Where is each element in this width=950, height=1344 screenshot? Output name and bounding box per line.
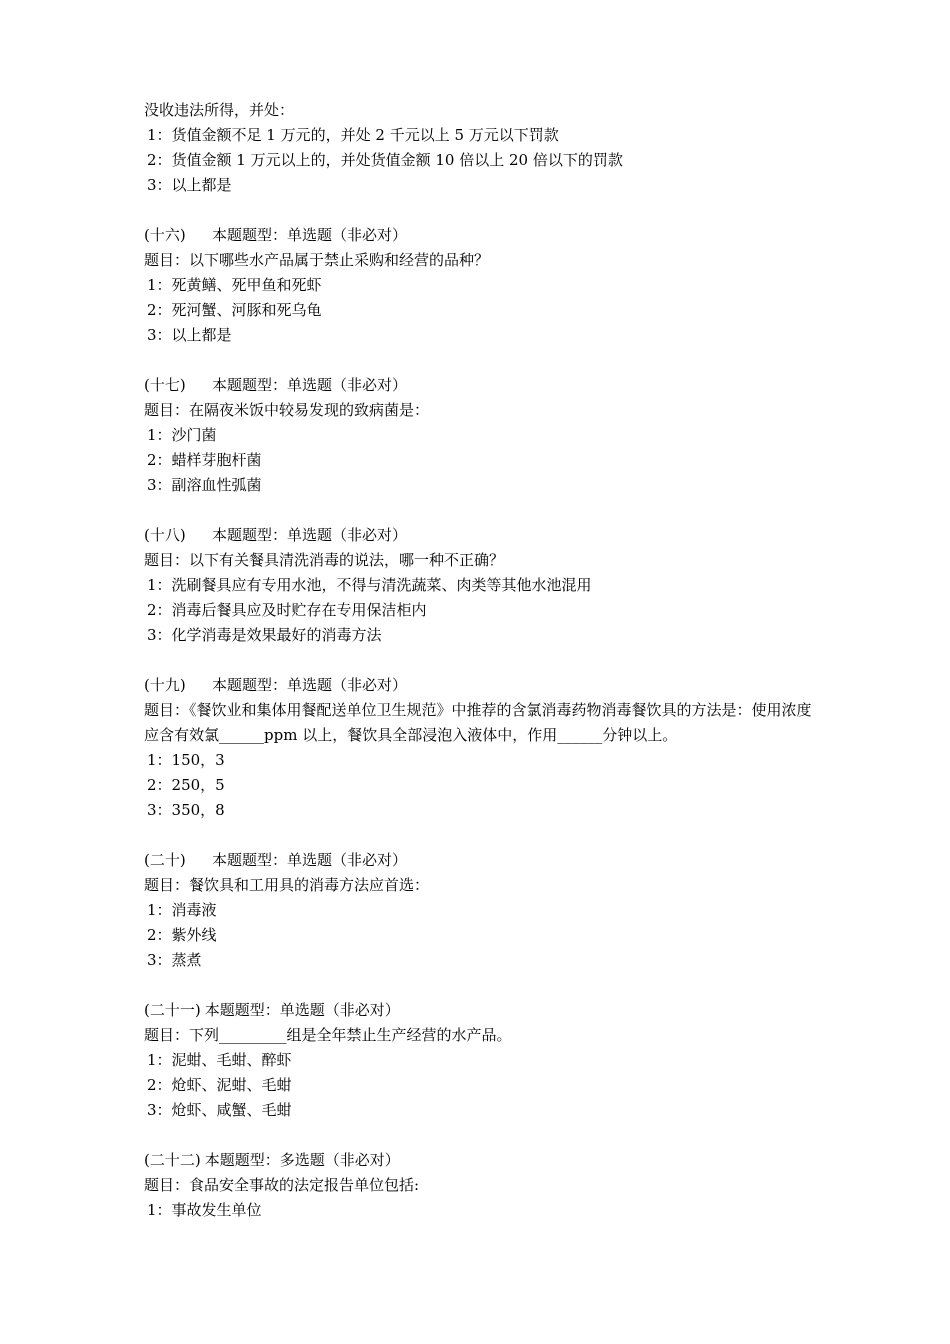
answer-option: 2：紫外线: [147, 926, 217, 944]
question-number: (十六): [144, 226, 186, 244]
question-text: 题目：以下哪些水产品属于禁止采购和经营的品种？: [144, 251, 490, 269]
answer-option: 1：沙门菌: [147, 426, 217, 444]
answer-option: 1：泥蚶、毛蚶、醉虾: [147, 1051, 292, 1069]
answer-option: 3：以上都是: [147, 176, 232, 194]
question-type: 本题题型：单选题（非必对）: [212, 526, 408, 544]
question-number: (二十二): [144, 1151, 201, 1169]
question-block: [144, 998, 820, 1123]
answer-option: 3：350，8: [147, 801, 225, 819]
question-block: [144, 523, 820, 648]
question-block: [144, 673, 820, 823]
answer-option: 3：副溶血性弧菌: [147, 476, 262, 494]
question-header: [144, 223, 820, 248]
question-block: [144, 848, 820, 973]
spacer: [144, 648, 820, 673]
question-type: 本题题型：单选题（非必对）: [204, 1001, 400, 1019]
question-header: [144, 673, 820, 698]
spacer: [144, 498, 820, 523]
spacer: [144, 1123, 820, 1148]
question-text: 题目：食品安全事故的法定报告单位包括:: [144, 1176, 420, 1194]
question-number: (十七): [144, 376, 186, 394]
question-type: 本题题型：多选题（非必对）: [204, 1151, 400, 1169]
question-text: 题目：餐饮具和工用具的消毒方法应首选：: [144, 876, 430, 894]
question-number: (十九): [144, 676, 186, 694]
question-number: (二十): [144, 851, 186, 869]
answer-option: 3：炝虾、咸蟹、毛蚶: [147, 1101, 292, 1119]
question-text: 题目：在隔夜米饭中较易发现的致病菌是：: [144, 401, 430, 419]
spacer: [144, 973, 820, 998]
answer-option: 1：消毒液: [147, 901, 217, 919]
intro-text: 没收违法所得，并处：: [144, 101, 295, 119]
question-type: 本题题型：单选题（非必对）: [212, 851, 408, 869]
answer-option: 1：货值金额不足 1 万元的，并处 2 千元以上 5 万元以下罚款: [147, 126, 559, 144]
spacer: [144, 348, 820, 373]
answer-option: 2：炝虾、泥蚶、毛蚶: [147, 1076, 292, 1094]
spacer: [144, 198, 820, 223]
question-block: [144, 373, 820, 498]
answer-option: 2：死河蟹、河豚和死乌龟: [147, 301, 322, 319]
answer-option: 2：货值金额 1 万元以上的，并处货值金额 10 倍以上 20 倍以下的罚款: [147, 151, 623, 169]
question-header: [144, 1148, 820, 1173]
question-number: (十八): [144, 526, 186, 544]
answer-option: 2：蜡样芽胞杆菌: [147, 451, 262, 469]
answer-option: 2：消毒后餐具应及时贮存在专用保洁柜内: [147, 601, 427, 619]
intro-block: [144, 98, 820, 198]
question-block: [144, 223, 820, 348]
answer-option: 2：250，5: [147, 776, 225, 794]
question-header: [144, 998, 820, 1023]
answer-option: 1：150，3: [147, 751, 225, 769]
question-text: 题目：《餐饮业和集体用餐配送单位卫生规范》中推荐的含氯消毒药物消毒餐饮具的方法是：使用浓度应含有效氯______ppm 以上，餐饮具全部浸泡入液体中，作用______分钟以上。: [144, 701, 812, 744]
question-block: [144, 1148, 820, 1223]
question-header: [144, 523, 820, 548]
answer-option: 3：蒸煮: [147, 951, 202, 969]
question-type: 本题题型：单选题（非必对）: [212, 226, 408, 244]
answer-option: 1：洗刷餐具应有专用水池，不得与清洗蔬菜、肉类等其他水池混用: [147, 576, 592, 594]
question-text: 题目：以下有关餐具清洗消毒的说法，哪一种不正确？: [144, 551, 505, 569]
question-header: [144, 373, 820, 398]
document-content: [144, 98, 820, 1223]
answer-option: 1：事故发生单位: [147, 1201, 262, 1219]
question-number: (二十一): [144, 1001, 201, 1019]
answer-option: 1：死黄鳝、死甲鱼和死虾: [147, 276, 322, 294]
answer-option: 3：化学消毒是效果最好的消毒方法: [147, 626, 382, 644]
spacer: [144, 823, 820, 848]
question-type: 本题题型：单选题（非必对）: [212, 376, 408, 394]
question-header: [144, 848, 820, 873]
question-type: 本题题型：单选题（非必对）: [212, 676, 408, 694]
answer-option: 3：以上都是: [147, 326, 232, 344]
question-text: 题目：下列_________组是全年禁止生产经营的水产品。: [144, 1026, 512, 1044]
